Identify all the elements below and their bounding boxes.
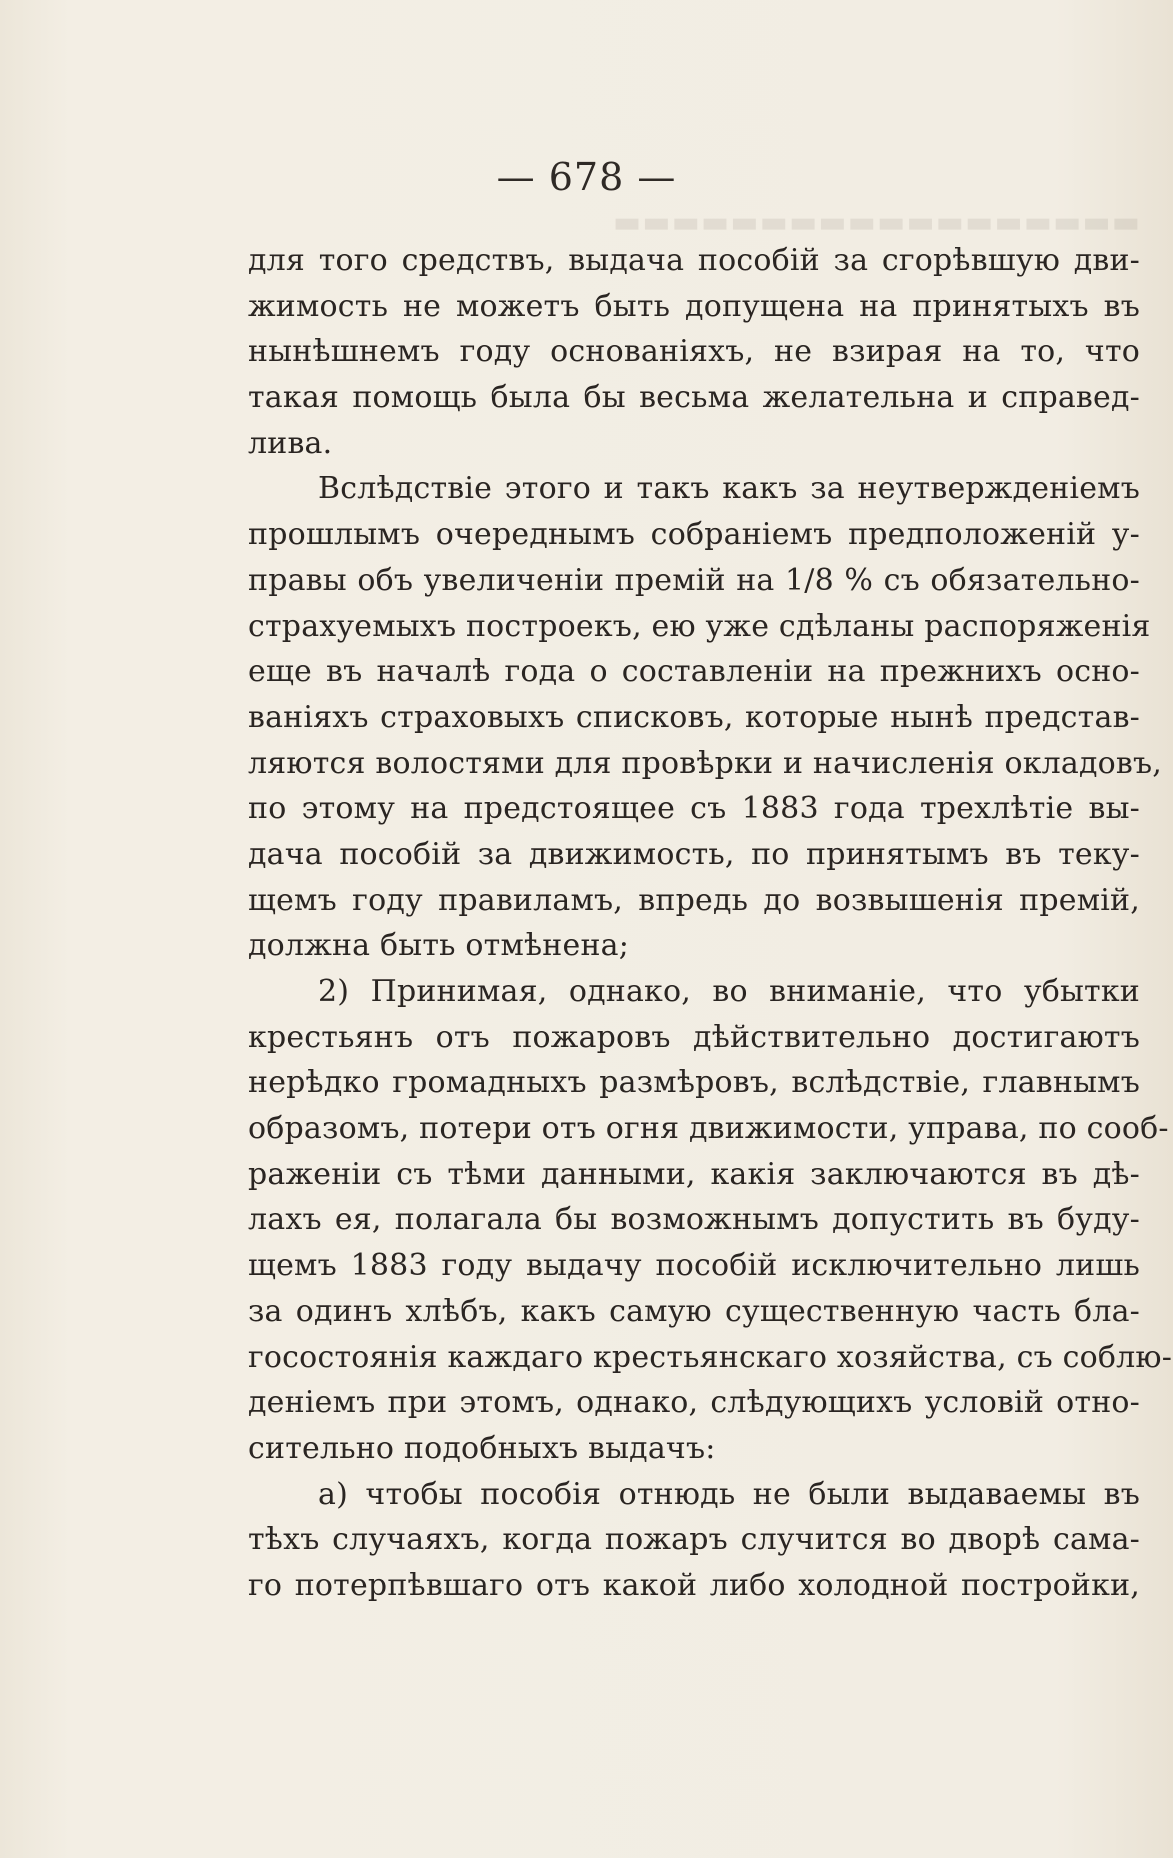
text-line: нынѣшнемъ году основаніяхъ, не взирая на то, что (248, 334, 1140, 370)
text-line: Вслѣдствіе этого и такъ какъ за неутвержденіемъ (318, 471, 1140, 507)
text-line: жимость не можетъ быть допущена на принятыхъ въ (248, 288, 1140, 324)
text-line: должна быть отмѣнена; (248, 928, 630, 964)
text-line: за одинъ хлѣбъ, какъ самую существенную часть бла- (248, 1293, 1140, 1329)
body-text (248, 238, 1173, 1609)
text-line: щемъ 1883 году выдачу пособій исключительно лишь (248, 1248, 1140, 1284)
text-line: госостоянія каждаго крестьянскаго хозяйства, съ соблю- (248, 1339, 1173, 1375)
text-line: страхуемыхъ построекъ, ею уже сдѣланы распоряженія (248, 608, 1151, 644)
text-line: прошлымъ очереднымъ собраніемъ предположеній у- (248, 517, 1140, 553)
text-line: го потерпѣвшаго отъ какой либо холодной постройки, (248, 1567, 1140, 1603)
text-line: по этому на предстоящее съ 1883 года трехлѣтіе вы- (248, 791, 1140, 827)
text-line: образомъ, потери отъ огня движимости, управа, по сооб- (248, 1111, 1169, 1147)
text-line: такая помощь была бы весьма желательна и справед- (248, 380, 1140, 416)
text-line: 2) Принимая, однако, во вниманіе, что убытки (318, 974, 1140, 1009)
text-line: ваніяхъ страховыхъ списковъ, которые нынѣ представ- (248, 699, 1140, 735)
text-line: ляются волостями для провѣрки и начисленія окладовъ, (248, 745, 1163, 781)
text-line: нерѣдко громадныхъ размѣровъ, вслѣдствіе, главнымъ (248, 1065, 1140, 1101)
text-line: тѣхъ случаяхъ, когда пожаръ случится во дворѣ сама- (248, 1522, 1140, 1558)
text-line: сительно подобныхъ выдачъ: (248, 1430, 716, 1466)
text-line: лива. (248, 425, 333, 461)
page-number: — 678 — (496, 155, 677, 199)
text-line: раженіи съ тѣми данными, какія заключаются въ дѣ- (248, 1156, 1140, 1192)
text-line: деніемъ при этомъ, однако, слѣдующихъ условій отно- (248, 1385, 1140, 1421)
text-line: дача пособій за движимость, по принятымъ въ теку- (248, 836, 1140, 872)
text-line: правы объ увеличеніи премій на 1/8 % съ обязательно- (248, 562, 1140, 598)
text-line: крестьянъ отъ пожаровъ дѣйствительно достигаютъ (248, 1019, 1140, 1055)
text-line: лахъ ея, полагала бы возможнымъ допустить въ буду- (248, 1202, 1140, 1238)
text-line: щемъ году правиламъ, впредь до возвышенія премій, (248, 882, 1140, 918)
text-line: для того средствъ, выдача пособій за сгорѣвшую дви- (248, 243, 1140, 278)
text-line: а) чтобы пособія отнюдь не были выдаваемы въ (318, 1476, 1140, 1512)
bleed-through-shadow: ▬▬▬▬▬▬▬▬▬▬▬▬▬▬▬▬▬▬ (611, 205, 1140, 240)
text-line: еще въ началѣ года о составленіи на прежнихъ осно- (248, 654, 1140, 690)
